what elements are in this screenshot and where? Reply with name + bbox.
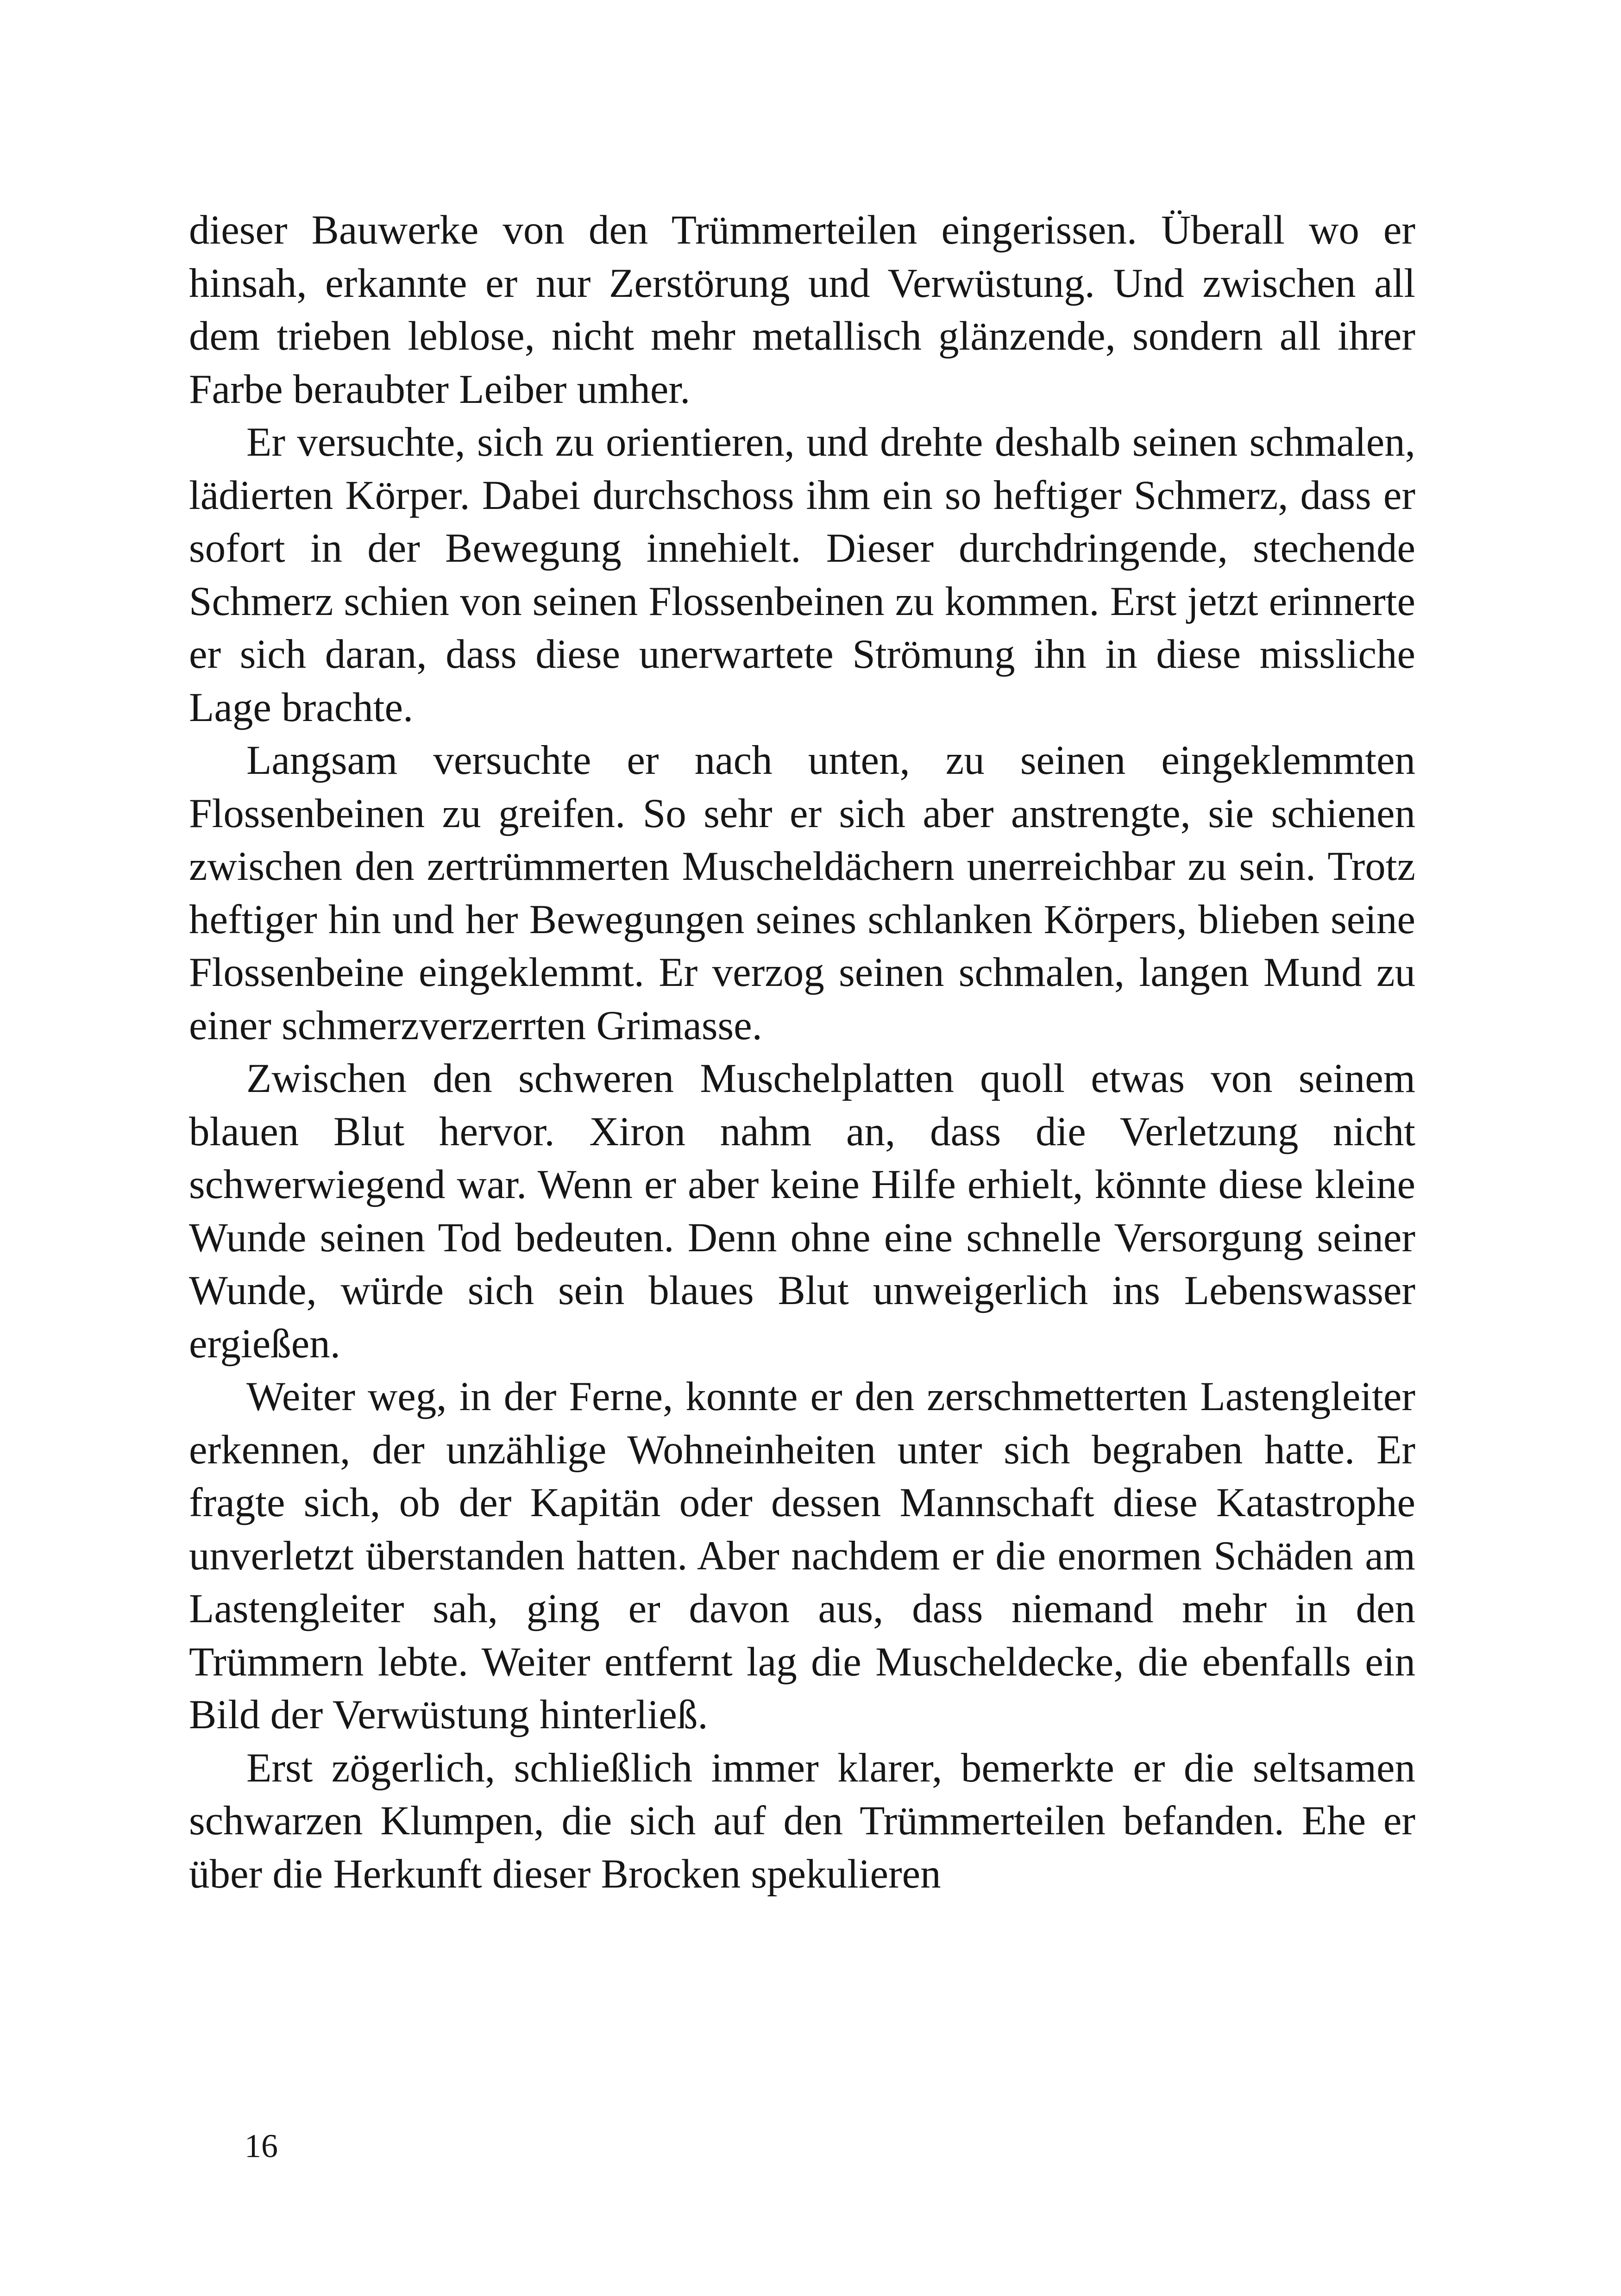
page-number: 16 <box>245 2127 278 2164</box>
paragraph: Er versuchte, sich zu orientieren, und drehte deshalb seinen schmalen, lädierten Körper. Dabei durchschoss ihm ein so heftiger Schmerz, dass er sofort in der Bewegung innehielt. Dieser durchdringende, stechende Schmerz schien von seinen Flossenbeinen zu kommen. Erst jetzt erinnerte er sich daran, dass diese unerwartete Strömung ihn in diese missliche Lage brachte. <box>189 420 1415 730</box>
paragraph: Langsam versuchte er nach unten, zu seinen eingeklemmten Flossenbeinen zu greifen. So sehr er sich aber anstrengte, sie schienen zwischen den zertrümmerten Muscheldächern unerreichbar zu sein. Trotz heftiger hin und her Bewegungen seines schlanken Körpers, blieben seine Flossenbeine eingeklemmt. Er verzog seinen schmalen, langen Mund zu einer schmerzverzerrten Grimasse. <box>189 738 1415 1048</box>
paragraph-last: Erst zögerlich, schließlich immer klarer, bemerkte er die seltsamen schwarzen Klumpen, die sich auf den Trümmerteilen befanden. Ehe er über die Herkunft dieser Brocken spekulieren <box>189 1745 1415 1897</box>
paragraph: Zwischen den schweren Muschelplatten quoll etwas von seinem blauen Blut hervor. Xiron nahm an, dass die Verletzung nicht schwerwiegend war. Wenn er aber keine Hilfe erhielt, könnte diese kleine Wunde seinen Tod bedeuten. Denn ohne eine schnelle Versorgung seiner Wunde, würde sich sein blaues Blut unweigerlich ins Lebenswasser ergießen. <box>189 1056 1415 1367</box>
body-text <box>189 204 1415 1901</box>
paragraph: Weiter weg, in der Ferne, konnte er den zerschmetterten Lastengleiter erkennen, der unzählige Wohneinheiten unter sich begraben hatte. Er fragte sich, ob der Kapitän oder dessen Mannschaft diese Katastrophe unverletzt überstanden hatten. Aber nachdem er die enormen Schäden am Lastengleiter sah, ging er davon aus, dass niemand mehr in den Trümmern lebte. Weiter entfernt lag die Muscheldecke, die ebenfalls ein Bild der Verwüstung hinterließ. <box>189 1374 1415 1738</box>
paragraph-continuation: dieser Bauwerke von den Trümmerteilen eingerissen. Überall wo er hinsah, erkannte er nur Zerstörung und Verwüstung. Und zwischen all dem trieben leblose, nicht mehr metallisch glänzende, sondern all ihrer Farbe beraubter Leiber umher. <box>189 207 1415 412</box>
